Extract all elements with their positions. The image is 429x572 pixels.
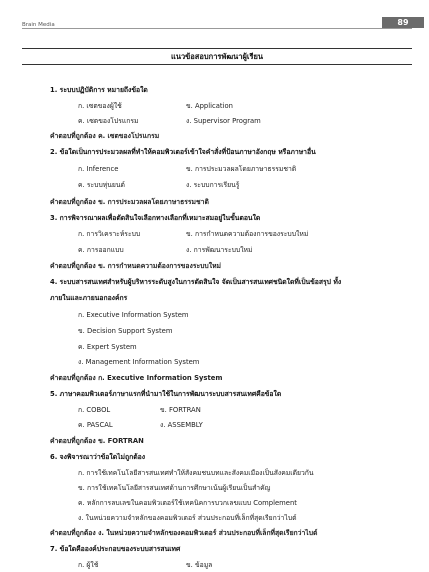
question-text: 3. การพิจารณาผลเพื่อตัดสินใจเลือกทางเลือกที่เหมาะสมอยู่ในขั้นตอนใด xyxy=(50,214,261,222)
question-text: 5. ภาษาคอมพิวเตอร์ภาษาแรกที่นำมาใช้ในการพัฒนาระบบสารสนเทศคือข้อใด xyxy=(50,390,282,398)
publisher-label: Brain Media xyxy=(22,22,55,28)
choice-text: ข. การกำหนดความต้องการของระบบใหม่ xyxy=(186,230,309,238)
choice-text: ง. ASSEMBLY xyxy=(160,421,203,429)
choice-text: ค. PASCAL xyxy=(78,421,113,429)
choice-text: ก. ผู้ใช้ xyxy=(78,561,99,569)
question-text: 1. ระบบปฏิบัติการ หมายถึงข้อใด xyxy=(50,86,148,94)
choice-text: ก. การวิเคราะห์ระบบ xyxy=(78,230,141,238)
choice-text: ง. Supervisor Program xyxy=(186,117,261,125)
choice-text: ค. เซตของโปรแกรม xyxy=(78,117,139,125)
choice-text: ค. Expert System xyxy=(78,343,137,351)
choice-text: ข. Application xyxy=(186,102,233,110)
choice-text: ง. Management Information System xyxy=(78,358,200,366)
choice-text: ง. ระบบการเรียนรู้ xyxy=(186,181,240,189)
choice-text: ข. ข้อมูล xyxy=(186,561,213,569)
choice-text: ก. COBOL xyxy=(78,406,111,414)
choice-text: ค. ระบบหุ่นยนต์ xyxy=(78,181,125,189)
choice-text: ค. หลักการลบเลขในคอมพิวเตอร์ใช้เทคนิคการบวกเลขแบบ Complement xyxy=(78,499,297,507)
choice-text: ข. การประมวลผลโดยภาษาธรรมชาติ xyxy=(186,165,297,173)
page-title: แนวข้อสอบการพัฒนาผู้เรียน xyxy=(171,52,263,61)
choice-text: ก. Executive Information System xyxy=(78,311,189,319)
choice-text: ข. การใช้เทคโนโลยีสารสนเทศด้านการศึกษาเน้นผู้เรียนเป็นสำคัญ xyxy=(78,484,271,492)
choice-text: ก. เซตของผู้ใช้ xyxy=(78,102,122,110)
question-text: 2. ข้อใดเป็นการประมวลผลที่ทำให้คอมพิวเตอร์เข้าใจคำสั่งที่ป้อนภาษาอังกฤษ หรือภาษาอื่น xyxy=(50,148,316,156)
choice-text: ข. Decision Support System xyxy=(78,327,173,335)
question-text: 4. ระบบสารสนเทศสำหรับผู้บริหารระดับสูงในการตัดสินใจ จัดเป็นสารสนเทศชนิดใดที่เป็นข้อสรุป ทั้ง xyxy=(50,278,342,286)
answer-text: คำตอบที่ถูกต้อง ค. เซตของโปรแกรม xyxy=(50,132,160,140)
answer-text: คำตอบที่ถูกต้อง ก. Executive Information System xyxy=(50,374,223,382)
choice-text: ก. การใช้เทคโนโลยีสารสนเทศทำให้สังคมชนบทและสังคมเมืองเป็นสังคมเดียวกัน xyxy=(78,469,314,477)
answer-text: คำตอบที่ถูกต้อง ข. การประมวลผลโดยภาษาธรรมชาติ xyxy=(50,198,209,206)
choice-text: ง. ในหน่วยความจำหลักของคอมพิวเตอร์ ส่วนประกอบที่เล็กที่สุดเรียกว่าไบต์ xyxy=(78,514,297,522)
choice-text: ก. Inference xyxy=(78,165,119,173)
page-number: 89 xyxy=(382,17,424,28)
choice-text: ค. การออกแบบ xyxy=(78,246,124,254)
choice-text: ง. การพัฒนาระบบใหม่ xyxy=(186,246,253,254)
answer-text: คำตอบที่ถูกต้อง ง. ในหน่วยความจำหลักของคอมพิวเตอร์ ส่วนประกอบที่เล็กที่สุดเรียกว่าไบต์ xyxy=(50,529,318,537)
answer-text: คำตอบที่ถูกต้อง ข. การกำหนดความต้องการของระบบใหม่ xyxy=(50,262,222,270)
question-text: ภายในและภายนอกองค์กร xyxy=(50,294,128,302)
question-text: 6. จงพิจารณาว่าข้อใดไม่ถูกต้อง xyxy=(50,453,146,461)
question-text: 7. ข้อใดคือองค์ประกอบของระบบสารสนเทศ xyxy=(50,545,181,553)
choice-text: ข. FORTRAN xyxy=(160,406,201,414)
answer-text: คำตอบที่ถูกต้อง ข. FORTRAN xyxy=(50,437,144,445)
